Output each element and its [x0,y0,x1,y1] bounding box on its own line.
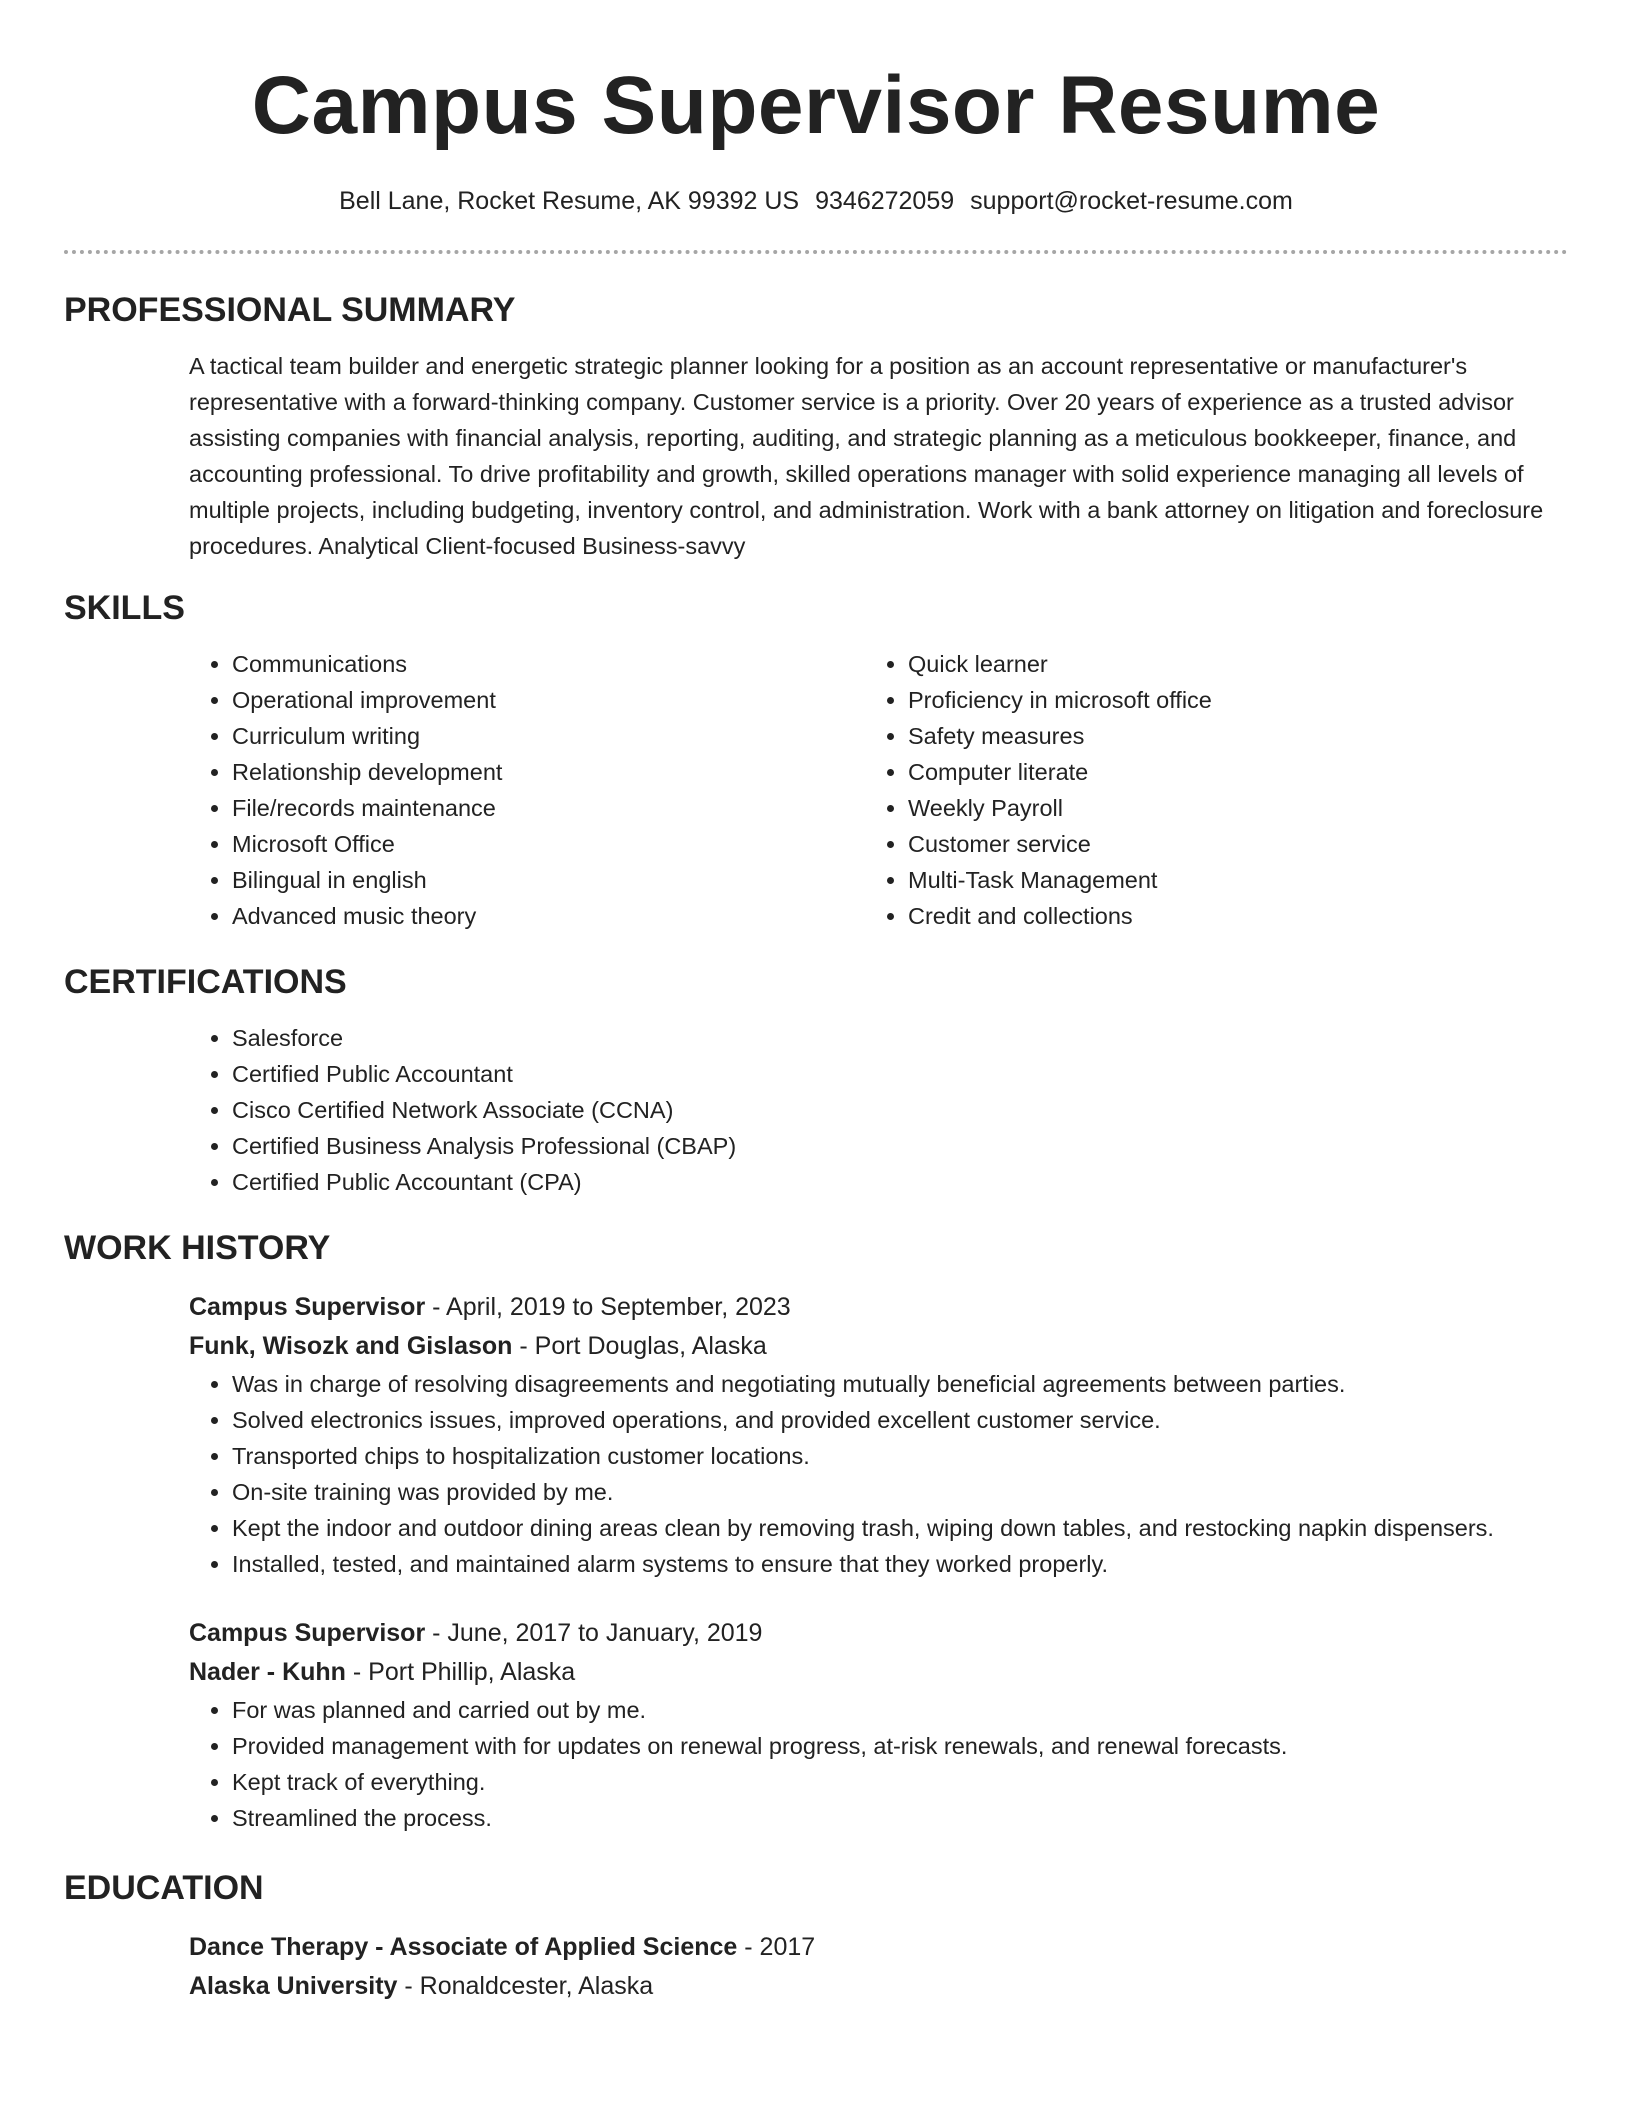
job-duties-list [189,1692,1568,1836]
resume-title: Campus Supervisor Resume [251,60,1381,151]
job-title-line [189,1614,1568,1653]
job-duty: • Provided management with for updates on renewal progress, at-risk renewals, and renewal forecasts. [232,1728,1568,1764]
job-title: Campus Supervisor [189,1619,426,1647]
job-title: Campus Supervisor [189,1293,426,1321]
job-company: Nader - Kuhn [189,1658,346,1686]
header-divider [64,250,1568,254]
skills-list-left [189,646,865,934]
certification-item: • Cisco Certified Network Associate (CCNA) [232,1092,1568,1128]
job-duty: • Streamlined the process. [232,1800,1568,1836]
certification-item: • Certified Business Analysis Professional (CBAP) [232,1128,1568,1164]
skill-item: • Customer service [908,826,1541,862]
certification-item: • Certified Public Accountant [232,1056,1568,1092]
skill-item: • File/records maintenance [232,790,865,826]
skill-item: • Microsoft Office [232,826,865,862]
education-entry [189,1928,1568,2006]
contact-line [64,184,1568,218]
certifications-body [189,1020,1568,1200]
skill-item: • Safety measures [908,718,1541,754]
graduation-year: - 2017 [737,1933,816,1961]
contact-phone: 9346272059 [815,187,955,215]
job-duty: • On-site training was provided by me. [232,1474,1568,1510]
skill-item: • Quick learner [908,646,1541,682]
school-name: Alaska University [189,1972,398,2000]
certifications-heading: CERTIFICATIONS [64,963,347,1001]
summary-text: A tactical team builder and energetic strategic planner looking for a position as an account representative or manufacturer's representative with a forward-thinking company. Customer service is a priority. Over 20 years of experience as a trusted advisor assisting companies with financial analysis, reporting, auditing, and strategic planning as a meticulous bookkeeper, finance, and accounting professional. To drive profitability and growth, skilled operations manager with solid experience managing all levels of multiple projects, including budgeting, inventory control, and administration. Work with a bank attorney on litigation and foreclosure procedures. Analytical Client-focused Business-savvy [189,353,1544,559]
skill-item: • Proficiency in microsoft office [908,682,1541,718]
job-entry [189,1288,1568,1582]
certifications-list [189,1020,1568,1200]
school-line [189,1967,1568,2006]
skills-column-right [865,646,1541,934]
job-duty: • Was in charge of resolving disagreements and negotiating mutually beneficial agreements between parties. [232,1366,1568,1402]
skills-column-left [189,646,865,934]
education-heading: EDUCATION [64,1869,264,1907]
skills-grid [189,646,1568,934]
certification-item: • Certified Public Accountant (CPA) [232,1164,1568,1200]
job-title-line [189,1288,1568,1327]
contact-email: support@rocket-resume.com [970,187,1293,215]
job-dates: - April, 2019 to September, 2023 [425,1293,791,1321]
certification-item: • Salesforce [232,1020,1568,1056]
skill-item: • Operational improvement [232,682,865,718]
skill-item: • Communications [232,646,865,682]
skill-item: • Weekly Payroll [908,790,1541,826]
job-duties-list [189,1366,1568,1582]
skills-list-right [865,646,1541,934]
job-company-line [189,1653,1568,1692]
degree-line [189,1928,1568,1967]
skill-item: • Relationship development [232,754,865,790]
skill-item: • Curriculum writing [232,718,865,754]
job-duty: • Installed, tested, and maintained alarm systems to ensure that they worked properly. [232,1546,1568,1582]
skills-heading: SKILLS [64,589,185,627]
skill-item: • Multi-Task Management [908,862,1541,898]
work-history-heading: WORK HISTORY [64,1229,331,1267]
job-duty: • Transported chips to hospitalization customer locations. [232,1438,1568,1474]
job-location: - Port Phillip, Alaska [345,1658,576,1686]
degree: Dance Therapy - Associate of Applied Science [189,1933,738,1961]
job-location: - Port Douglas, Alaska [512,1332,767,1360]
job-duty: • Solved electronics issues, improved operations, and provided excellent customer service. [232,1402,1568,1438]
job-duty: • For was planned and carried out by me. [232,1692,1568,1728]
school-location: - Ronaldcester, Alaska [397,1972,654,2000]
job-company-line [189,1327,1568,1366]
job-company: Funk, Wisozk and Gislason [189,1332,513,1360]
skill-item: • Computer literate [908,754,1541,790]
job-duty: • Kept track of everything. [232,1764,1568,1800]
skill-item: • Credit and collections [908,898,1541,934]
job-entry [189,1614,1568,1836]
summary-heading: PROFESSIONAL SUMMARY [64,291,516,329]
skill-item: • Advanced music theory [232,898,865,934]
skill-item: • Bilingual in english [232,862,865,898]
job-dates: - June, 2017 to January, 2019 [425,1619,763,1647]
job-duty: • Kept the indoor and outdoor dining areas clean by removing trash, wiping down tables, and restocking napkin dispensers. [232,1510,1568,1546]
contact-address: Bell Lane, Rocket Resume, AK 99392 US [339,187,800,215]
